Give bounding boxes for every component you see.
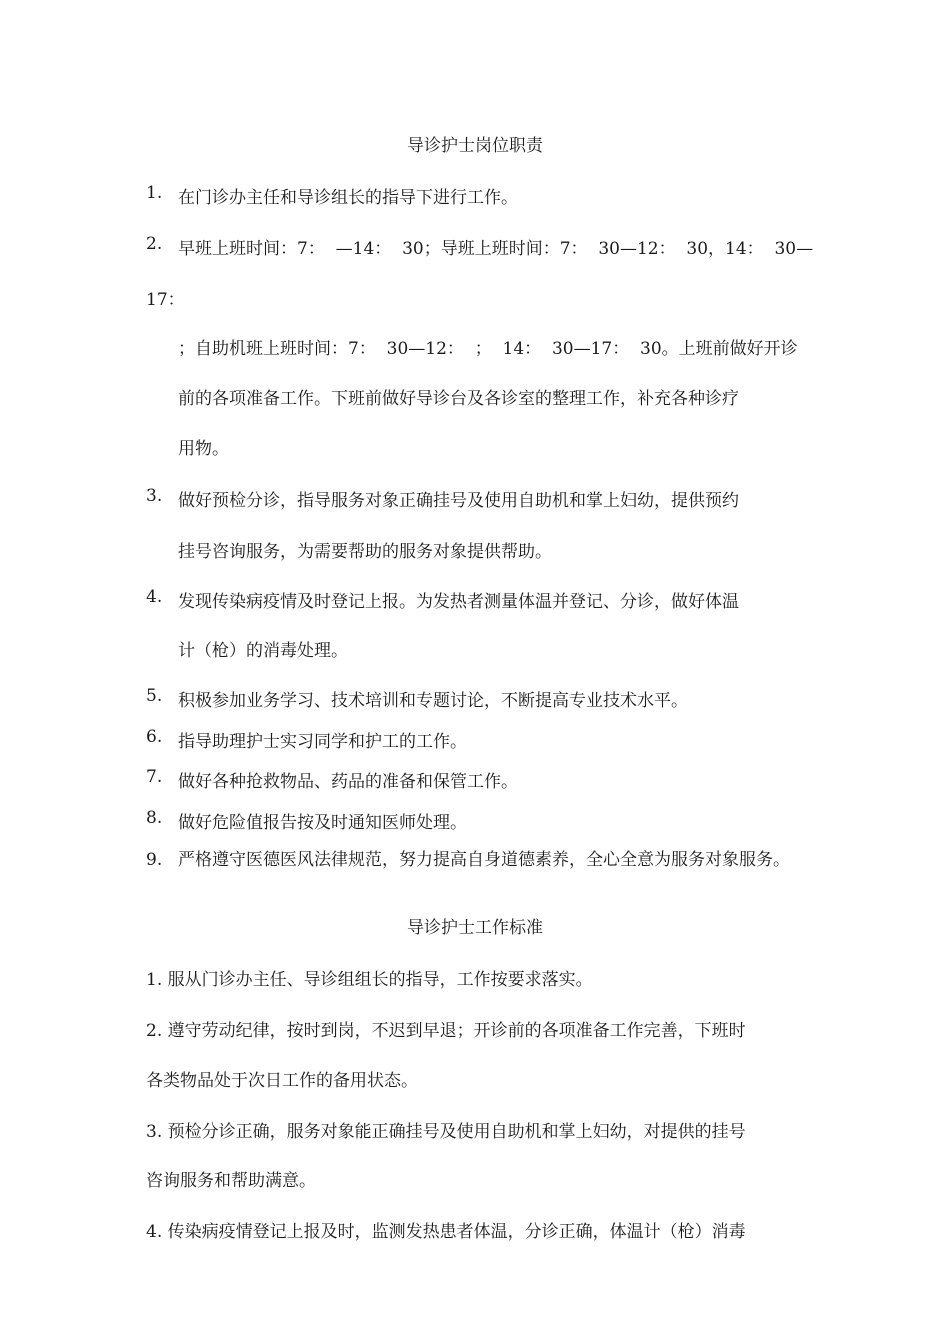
item-number: 7. bbox=[146, 767, 163, 787]
item-number: 6. bbox=[146, 727, 163, 747]
item-number: 4. bbox=[146, 587, 163, 607]
item-number: 2. bbox=[146, 234, 163, 254]
item-number: 3. bbox=[146, 486, 163, 506]
item-text: 发现传染病疫情及时登记上报。为发热者测量体温并登记、分诊，做好体温 bbox=[178, 592, 739, 612]
standard-item-3: 3. 预检分诊正确，服务对象能正确挂号及使用自助机和掌上妇幼，对提供的挂号 bbox=[146, 1122, 746, 1142]
item-text-continued: 计（枪）的消毒处理。 bbox=[178, 641, 348, 661]
section1-title: 导诊护士岗位职责 bbox=[407, 136, 543, 156]
item-number: 9. bbox=[146, 850, 163, 870]
standard-item-4: 4. 传染病疫情登记上报及时，监测发热患者体温，分诊正确，体温计（枪）消毒 bbox=[146, 1222, 746, 1242]
item-text: 指导助理护士实习同学和护工的工作。 bbox=[178, 732, 467, 752]
item-text: 在门诊办主任和导诊组长的指导下进行工作。 bbox=[178, 188, 518, 208]
item-text: 积极参加业务学习、技术培训和专题讨论，不断提高专业技术水平。 bbox=[178, 691, 688, 711]
item-number: 5. bbox=[146, 686, 163, 706]
duty-item-9 bbox=[146, 849, 826, 871]
item-text-continued: 用物。 bbox=[178, 439, 229, 459]
standard-item-2-continued: 各类物品处于次日工作的备用状态。 bbox=[146, 1071, 418, 1091]
section2-title: 导诊护士工作标准 bbox=[407, 918, 543, 938]
item-text: 做好危险值报告按及时通知医师处理。 bbox=[178, 813, 467, 833]
item-number: 1. bbox=[146, 183, 163, 203]
standard-item-1: 1. 服从门诊办主任、导诊组组长的指导，工作按要求落实。 bbox=[146, 970, 593, 990]
item-text-continued: 17： bbox=[146, 290, 185, 310]
item-text: 做好预检分诊，指导服务对象正确挂号及使用自助机和掌上妇幼，提供预约 bbox=[178, 491, 739, 511]
standard-item-2: 2. 遵守劳动纪律，按时到岗，不迟到早退；开诊前的各项准备工作完善，下班时 bbox=[146, 1021, 746, 1041]
item-text-continued: 前的各项准备工作。下班前做好导诊台及各诊室的整理工作，补充各种诊疗 bbox=[178, 389, 739, 409]
item-text: 严格遵守医德医风法律规范，努力提高自身道德素养，全心全意为服务对象服务。 bbox=[178, 850, 790, 870]
item-text-continued: ；自助机班上班时间：7： 30—12： ； 14： 30—17： 30。上班前做好开诊 bbox=[178, 339, 798, 359]
item-text-continued: 挂号咨询服务，为需要帮助的服务对象提供帮助。 bbox=[178, 542, 552, 562]
item-text: 做好各种抢救物品、药品的准备和保管工作。 bbox=[178, 772, 518, 792]
item-number: 8. bbox=[146, 808, 163, 828]
standard-item-3-continued: 咨询服务和帮助满意。 bbox=[146, 1171, 316, 1191]
item-text: 早班上班时间：7： —14： 30；导班上班时间：7： 30—12： 30，14： 30— bbox=[178, 239, 814, 259]
